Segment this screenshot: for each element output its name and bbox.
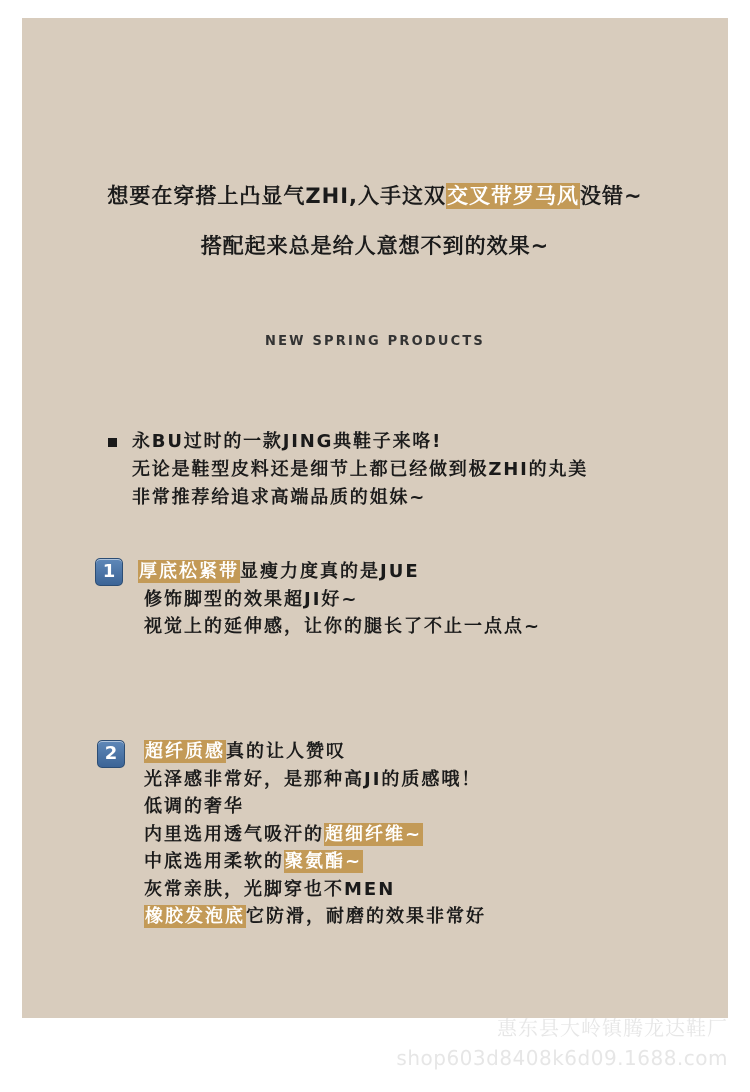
- section-1-highlight: 厚底松紧带: [139, 561, 239, 582]
- shop-url-watermark: shop603d8408k6d09.1688.com: [396, 1046, 728, 1070]
- section-2-line-5-text: 中底选用柔软的: [144, 851, 284, 872]
- section-2-highlight-1: 超纤质感: [145, 741, 225, 762]
- headline-line-1: [0, 180, 750, 210]
- number-badge-2: 2: [97, 740, 125, 768]
- section-2-highlight-2: 超细纤维~: [325, 823, 423, 845]
- intro-block: [112, 428, 588, 512]
- section-2-line-5: [144, 848, 486, 876]
- section-2-line-2: 光泽感非常好，是那种高JI的质感哦！: [144, 768, 482, 790]
- headline-line-2: 搭配起来总是给人意想不到的效果~: [200, 234, 550, 258]
- section-subtitle: NEW SPRING PRODUCTS: [265, 334, 485, 349]
- section-2-highlight-3: 聚氨酯~: [285, 851, 363, 872]
- intro-line-3: 非常推荐给追求高端品质的姐妹~: [132, 487, 427, 508]
- section-1-block: [138, 558, 541, 641]
- section-2-line-7-text: 它防滑，耐磨的效果非常好: [246, 906, 486, 927]
- headline-highlight: 交叉带罗马风: [446, 184, 579, 208]
- section-2-line-3: 低调的奢华: [144, 796, 244, 817]
- intro-line-1: 永BU过时的一款JING典鞋子来咯!: [132, 431, 443, 452]
- section-1-line-3: 视觉上的延伸感，让你的腿长了不止一点点~: [144, 616, 542, 637]
- number-badge-1: 1: [95, 558, 123, 586]
- section-2-line-1-text: 真的让人赞叹: [226, 741, 346, 762]
- section-1-line-1: [138, 558, 541, 586]
- section-2-line-6: 灰常亲肤，光脚穿也不MEN: [144, 878, 396, 900]
- section-2-line-7: [144, 903, 486, 931]
- headline-text-pre: 想要在穿搭上凸显气ZHI,入手这双: [107, 184, 446, 208]
- section-2-line-4: [144, 821, 486, 849]
- shop-name-watermark: 惠东县大岭镇腾龙达鞋厂: [497, 1016, 728, 1040]
- section-2-line-1: [144, 738, 486, 766]
- bullet-square-icon: [108, 438, 117, 447]
- headline-text-post: 没错~: [579, 184, 643, 208]
- intro-line-2: 无论是鞋型皮料还是细节上都已经做到极ZHI的丸美: [132, 459, 589, 480]
- section-1-line-1-text: 显瘦力度真的是JUE: [240, 561, 420, 582]
- section-2-highlight-4: 橡胶发泡底: [145, 906, 245, 927]
- section-2-line-4-text: 内里选用透气吸汗的: [144, 823, 324, 845]
- section-2-block: [144, 738, 486, 931]
- section-1-line-2: 修饰脚型的效果超JI好~: [144, 588, 359, 610]
